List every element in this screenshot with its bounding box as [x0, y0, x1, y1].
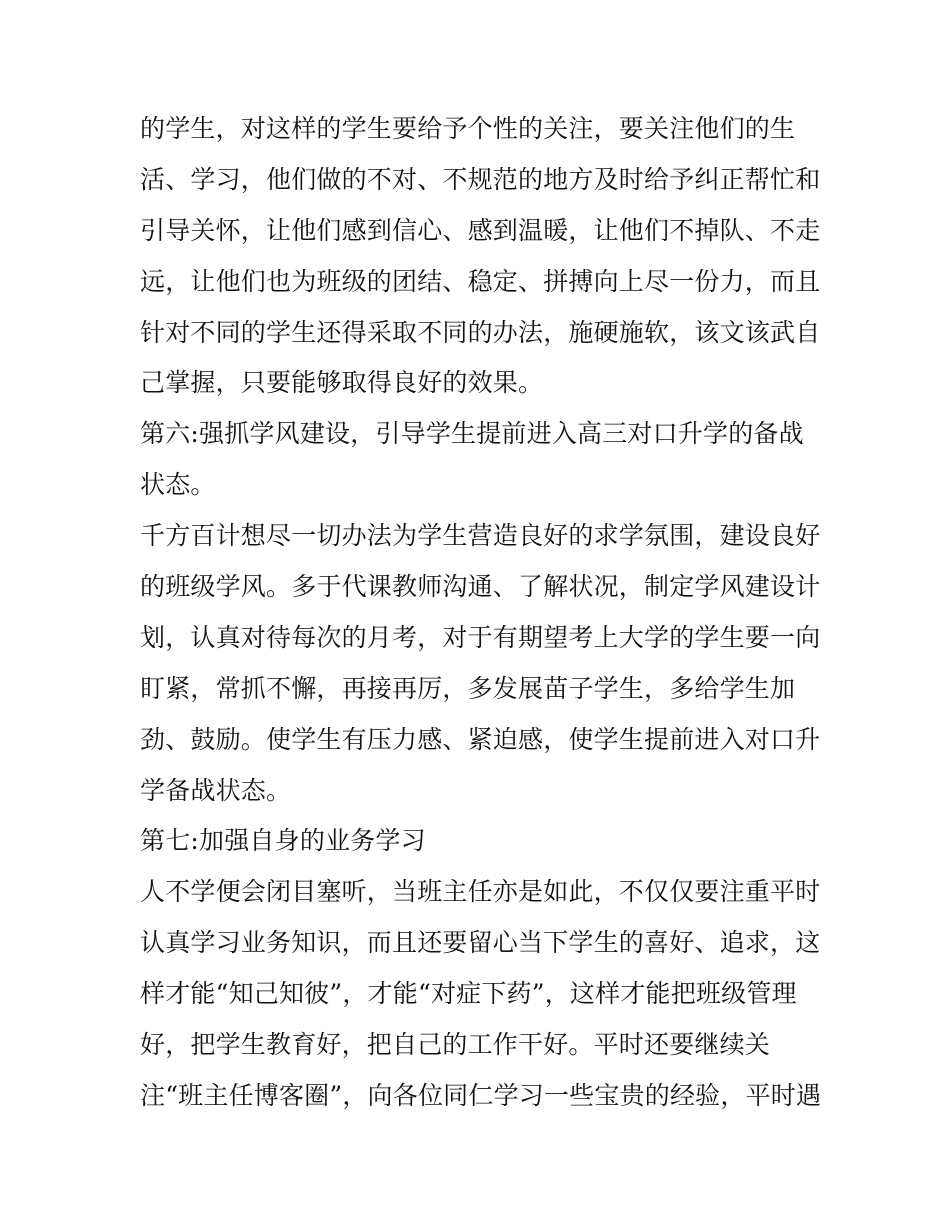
- text-line: 远，让他们也为班级的团结、稳定、拼搏向上尽一份力，而且: [140, 266, 821, 296]
- text-line: 的学生，对这样的学生要给予个性的关注，要关注他们的生: [140, 114, 796, 143]
- text-line: 注“班主任博客圈”，向各位同仁学习一些宝贵的经验，平时遇: [140, 1080, 822, 1110]
- text-line: 己掌握，只要能够取得良好的效果。: [140, 368, 544, 398]
- section-heading: 状态。: [140, 470, 216, 500]
- text-line: 的班级学风。多于代课教师沟通、了解状况，制定学风建设计: [140, 572, 821, 602]
- text-line: 划，认真对待每次的月考，对于有期望考上大学的学生要一向: [140, 622, 821, 652]
- text-line: 活、学习，他们做的不对、不规范的地方及时给予纠正帮忙和: [140, 164, 821, 194]
- text-line: 劲、鼓励。使学生有压力感、紧迫感，使学生提前进入对口升: [140, 724, 821, 754]
- text-line: 盯紧，常抓不懈，再接再厉，多发展苗子学生，多给学生加: [140, 673, 796, 703]
- text-line: 学备战状态。: [140, 775, 292, 805]
- text-line: 千方百计想尽一切办法为学生营造良好的求学氛围，建设良好: [140, 521, 821, 551]
- text-line: 人不学便会闭目塞听，当班主任亦是如此，不仅仅要注重平时: [140, 877, 821, 907]
- section-heading: 第六:强抓学风建设，引导学生提前进入高三对口升学的备战: [140, 419, 804, 449]
- text-line: 引导关怀，让他们感到信心、感到温暖，让他们不掉队、不走: [140, 215, 821, 245]
- text-line: 认真学习业务知识，而且还要留心当下学生的喜好、追求，这: [140, 928, 821, 958]
- text-line: 好，把学生教育好，把自己的工作干好。平时还要继续关: [140, 1030, 771, 1060]
- text-line: 样才能“知己知彼”，才能“对症下药”，这样才能把班级管理: [140, 979, 797, 1009]
- text-line: 针对不同的学生还得采取不同的办法，施硬施软，该文该武自: [140, 317, 821, 347]
- document-body: [140, 104, 820, 1122]
- section-heading: 第七:加强自身的业务学习: [140, 826, 426, 856]
